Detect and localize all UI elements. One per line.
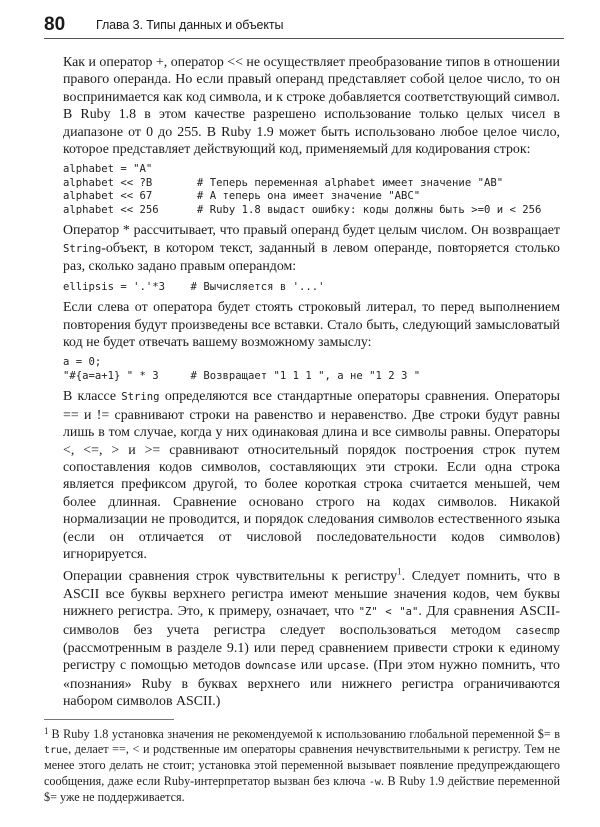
text-run: Оператор * рассчитывает, что правый операнд будет целым числом. Он возвращает bbox=[63, 223, 560, 239]
code-block-interpolation bbox=[63, 356, 560, 383]
inline-code: String bbox=[121, 391, 160, 404]
paragraph-shift-operator: Как и оператор +, оператор << не осуществляет преобразование типов в отношении правого операнда. Но если правый операнд представляет собой целое число, то он воспринимается как код символа, и к строке добавляется соответствующий символ. В Ruby 1.8 в этом качестве разрешено использование только целых чисел в диапазоне от 0 до 255. В Ruby 1.9 может быть использовано любое целое число, которое представляет действующий код, применяемый для кодирования строк: bbox=[63, 55, 560, 158]
paragraph-string-literal: Если слева от оператора будет стоять строковый литерал, то перед выполнением повторения будут произведены все вставки. Стало быть, следующий замысловатый код не будет отвечать вашему возможному замыслу: bbox=[63, 300, 560, 350]
text-run: , делает ==, < и родственные им операторы сравнения нечувствительными к регистру. Тем не менее этого делать не стоит; установка этой переменной вызывает появление предупреждающего сообщения, даже если Ruby-интерпретатор вызван без ключа bbox=[44, 742, 560, 788]
text-run: Операции сравнения строк чувствительны к регистру bbox=[63, 569, 398, 585]
footnote bbox=[44, 724, 560, 805]
footnote-mark: 1 bbox=[44, 726, 49, 736]
main-text bbox=[63, 54, 560, 711]
code-line: alphabet << ?B # Теперь переменная alphabet имеет значение "AB" bbox=[63, 176, 504, 189]
chapter-title: Глава 3. Типы данных и объекты bbox=[96, 18, 284, 32]
text-run: . Для сравнения ASCII-символов без учета регистра следует воспользоваться методом bbox=[63, 604, 560, 638]
code-line: alphabet = "A" bbox=[63, 163, 153, 176]
text-run: определяются все стандартные операторы сравнения. Операторы == и != сравнивают строки на равенство и неравенство. Две строки будут равны лишь в том случае, когда у них одинаковая длина и все символы равны. Операторы <, <=, > и >= сравнивают относительный порядок построения строк путем сопоставления кодов символов, составляющих эти строки. Если одна строка является префиксом другой, то более короткая строка считается меньшей, чем более длинная. Сравнение основано строго на кодах символов. Никакой нормализации не проводится, и порядок следования символов естественного языка (если он отличается от числовой последовательности кодов символов) игнорируется. bbox=[63, 389, 560, 563]
footnote-reference[interactable]: 1 bbox=[397, 566, 402, 577]
inline-code: true bbox=[44, 745, 69, 757]
code-line: ellipsis = '.'*3 # Вычисляется в '...' bbox=[63, 280, 325, 293]
code-line: alphabet << 256 # Ruby 1.8 выдаст ошибку: коды должны быть >=0 и < 256 bbox=[63, 203, 542, 216]
code-block-ellipsis bbox=[63, 281, 560, 295]
text-run: (рассмотренным в разделе 9.1) или перед сравнением привести строки к единому регистру с помощью методов bbox=[63, 641, 560, 674]
text-run: В Ruby 1.8 установка значения не рекомендуемой к использованию глобальной переменной $= в bbox=[51, 727, 560, 741]
text-run: . (При этом нужно помнить, что «познания» Ruby в буквах верхнего или нижнего регистра ограничиваются набором символов ASCII.) bbox=[63, 658, 560, 710]
footnote-divider bbox=[44, 719, 174, 720]
inline-code: "Z" < "a" bbox=[358, 606, 419, 619]
text-run: В классе bbox=[63, 389, 122, 405]
inline-code: downcase bbox=[245, 660, 297, 673]
paragraph-case-sensitivity bbox=[63, 568, 560, 710]
text-run: -объект, в котором текст, заданный в левом операнде, повторяется столько раз, сколько задано правым операндом: bbox=[63, 240, 560, 275]
text-run: . В Ruby 1.9 действие переменной $= уже не поддерживается. bbox=[44, 773, 560, 804]
header-divider bbox=[44, 38, 564, 39]
text-run: . Следует помнить, что в ASCII все буквы верхнего регистра имеют меньшие значения кодов, чем буквы нижнего регистра. Это, к примеру, означает, что bbox=[63, 569, 561, 620]
code-block-alphabet bbox=[63, 163, 560, 217]
inline-code: casecmp bbox=[515, 624, 560, 637]
running-header bbox=[44, 13, 564, 39]
page-number: 80 bbox=[44, 14, 66, 35]
paragraph-multiply-operator bbox=[63, 222, 560, 275]
inline-code: upcase bbox=[327, 660, 366, 673]
code-line: "#{a=a+1} " * 3 # Возвращает "1 1 1 ", а не "1 2 3 " bbox=[63, 369, 421, 382]
inline-code: -w bbox=[368, 776, 381, 788]
paragraph-comparison-operators bbox=[63, 388, 560, 563]
inline-code: String bbox=[63, 242, 102, 255]
code-line: alphabet << 67 # А теперь она имеет значение "ABC" bbox=[63, 190, 421, 203]
code-line: a = 0; bbox=[63, 356, 102, 369]
text-run: или bbox=[296, 658, 328, 674]
